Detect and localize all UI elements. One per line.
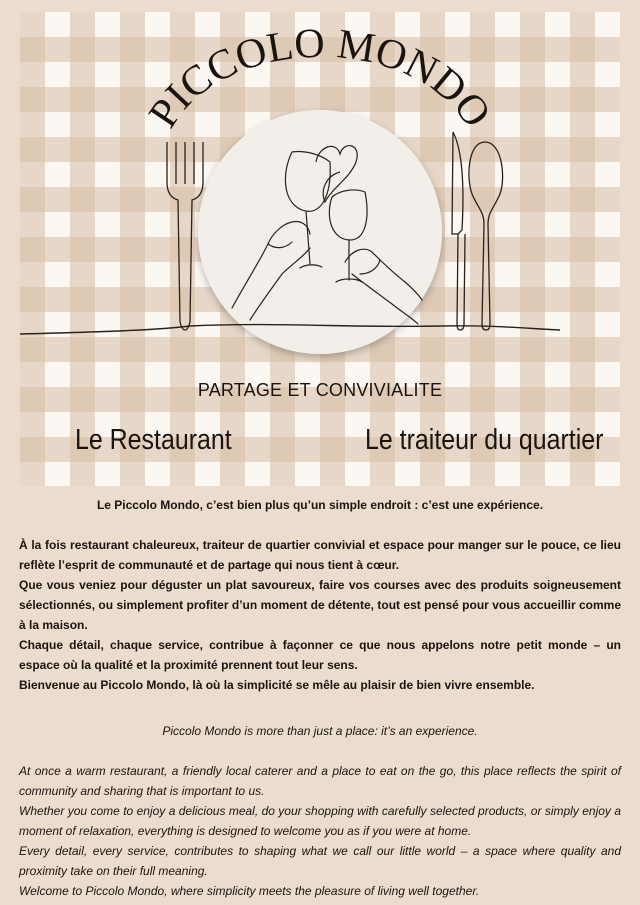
service-traiteur: Le traiteur du quartier [365, 424, 604, 456]
english-paragraph-1: At once a warm restaurant, a friendly local caterer and a place to eat on the go, this place reflects the spirit of community and sharing that is important to us. [19, 764, 621, 798]
english-text [19, 721, 621, 901]
english-paragraph-4: Welcome to Piccolo Mondo, where simplicity meets the pleasure of living well together. [19, 884, 480, 898]
french-intro: Le Piccolo Mondo, c’est bien plus qu’un simple endroit : c’est une expérience. [96, 498, 544, 512]
english-paragraph-2: Whether you come to enjoy a delicious meal, do your shopping with carefully selected products, or simply enjoy a moment of relaxation, everything is designed to welcome you as if you were at home. [19, 804, 621, 838]
french-paragraph-3: Chaque détail, chaque service, contribue à façonner ce que nous appelons notre petit monde – un espace où la qualité et la proximité prennent tout leur sens. [19, 638, 621, 672]
english-paragraph-3: Every detail, every service, contributes to shaping what we call our little world – a space where quality and proximity take on their full meaning. [19, 844, 621, 878]
knife-icon [452, 132, 465, 330]
french-paragraph-2: Que vous veniez pour déguster un plat savoureux, faire vos courses avec des produits soigneusement sélectionnés, ou simplement profiter d’un moment de détente, tout est pensé pour vous accueillir comme à la maison. [19, 578, 621, 632]
french-paragraph-1: À la fois restaurant chaleureux, traiteur de quartier convivial et espace pour manger sur le pouce, ce lieu reflète l’esprit de communauté et de partage qui nous tient à cœur. [19, 538, 621, 572]
service-restaurant: Le Restaurant [75, 424, 232, 456]
plate [198, 110, 442, 354]
fork-icon [167, 142, 203, 330]
logo-illustration [20, 12, 620, 486]
tagline: PARTAGE ET CONVIVIALITE [197, 380, 443, 400]
french-text [19, 495, 621, 695]
french-paragraph-4: Bienvenue au Piccolo Mondo, là où la simplicité se mêle au plaisir de bien vivre ensemble. [19, 678, 535, 692]
hero-banner [20, 12, 620, 486]
logo-text: PICCOLO MONDO [140, 20, 500, 136]
english-intro: Piccolo Mondo is more than just a place: it’s an experience. [162, 724, 478, 738]
spoon-icon [469, 142, 503, 330]
